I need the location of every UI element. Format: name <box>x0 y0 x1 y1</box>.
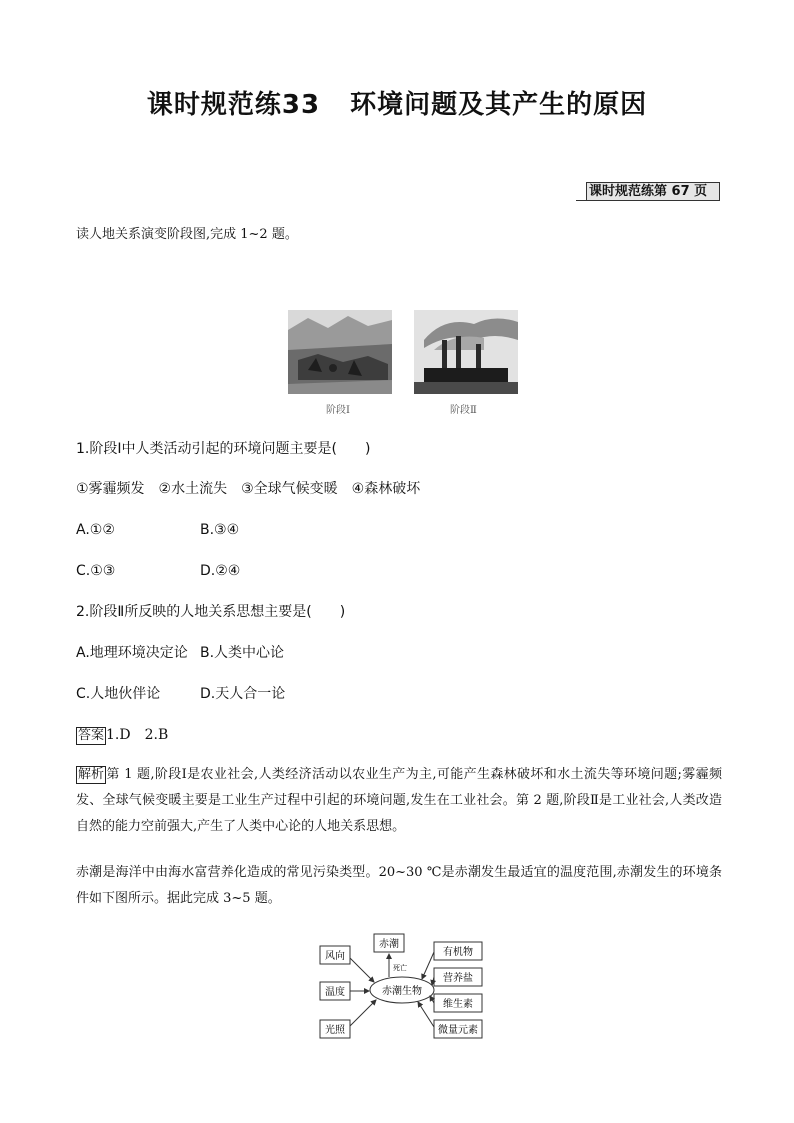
right-label-1: 有机物 <box>443 947 473 958</box>
answer-line <box>76 726 168 745</box>
option-b: B.③④ <box>200 522 240 538</box>
option-d: D.②④ <box>200 563 241 579</box>
option-c: C.人地伙伴论 <box>76 686 161 702</box>
right-label-3: 维生素 <box>443 999 473 1010</box>
option-b: B.人类中心论 <box>200 645 285 661</box>
option-a: A.①② <box>76 522 115 538</box>
intro-text-2: 赤潮是海洋中由海水富营养化造成的常见污染类型。20~30 ℃是赤潮发生最适宜的温度范围,赤潮发生的环境条件如下图所示。据此完成 3~5 题。 <box>76 865 722 906</box>
stage-2-caption: 阶段Ⅱ <box>450 405 477 416</box>
question-1-items: ①雾霾频发 ②水土流失 ③全球气候变暖 ④森林破坏 <box>76 481 421 497</box>
question-1-options-row-1 <box>76 521 376 539</box>
left-label-3: 光照 <box>325 1025 345 1036</box>
page-title <box>0 84 794 121</box>
option-d: D.天人合一论 <box>200 686 286 702</box>
question-1-stem: 1.阶段Ⅰ中人类活动引起的环境问题主要是( ) <box>76 441 371 457</box>
analysis-text: 第 1 题,阶段Ⅰ是农业社会,人类经济活动以农业生产为主,可能产生森林破坏和水土流失等环境问题;雾霾频发、全球气候变暖主要是工业生产过程中引起的环境问题,发生在工业社会。第 2 题,阶段Ⅱ是工业社会,人类改造自然的能力空前强大,产生了人类中心论的人地关系思想。 <box>76 767 722 834</box>
title-part-2: 环境问题及其产生的原因 <box>350 90 648 120</box>
question-2-options-row-1 <box>76 644 376 662</box>
left-label-2: 温度 <box>325 987 345 998</box>
page-reference <box>576 183 720 201</box>
stage-2-photo <box>414 310 518 394</box>
death-label: 死亡 <box>393 964 407 972</box>
answer-text: 1.D 2.B <box>106 727 169 743</box>
right-label-2: 营养盐 <box>443 973 473 984</box>
red-tide-label: 赤潮 <box>379 939 399 950</box>
title-part-1: 课时规范练33 <box>146 90 321 120</box>
intro-text-1: 读人地关系演变阶段图,完成 1~2 题。 <box>76 227 298 242</box>
stage-1-photo <box>288 310 392 394</box>
option-c: C.①③ <box>76 563 116 579</box>
left-label-1: 风向 <box>325 951 345 962</box>
question-1-options-row-2 <box>76 562 376 580</box>
red-tide-diagram <box>318 932 486 1044</box>
stage-1-caption: 阶段Ⅰ <box>326 405 350 416</box>
analysis-label: 解析 <box>78 767 105 782</box>
right-label-4: 微量元素 <box>438 1025 478 1036</box>
analysis-block <box>76 762 722 840</box>
page-reference-label: 课时规范练第 67 页 <box>586 182 720 201</box>
answer-label: 答案 <box>78 728 105 743</box>
question-2-stem: 2.阶段Ⅱ所反映的人地关系思想主要是( ) <box>76 604 346 620</box>
option-a: A.地理环境决定论 <box>76 645 188 661</box>
question-2-options-row-2 <box>76 685 376 703</box>
center-label: 赤潮生物 <box>382 986 422 997</box>
